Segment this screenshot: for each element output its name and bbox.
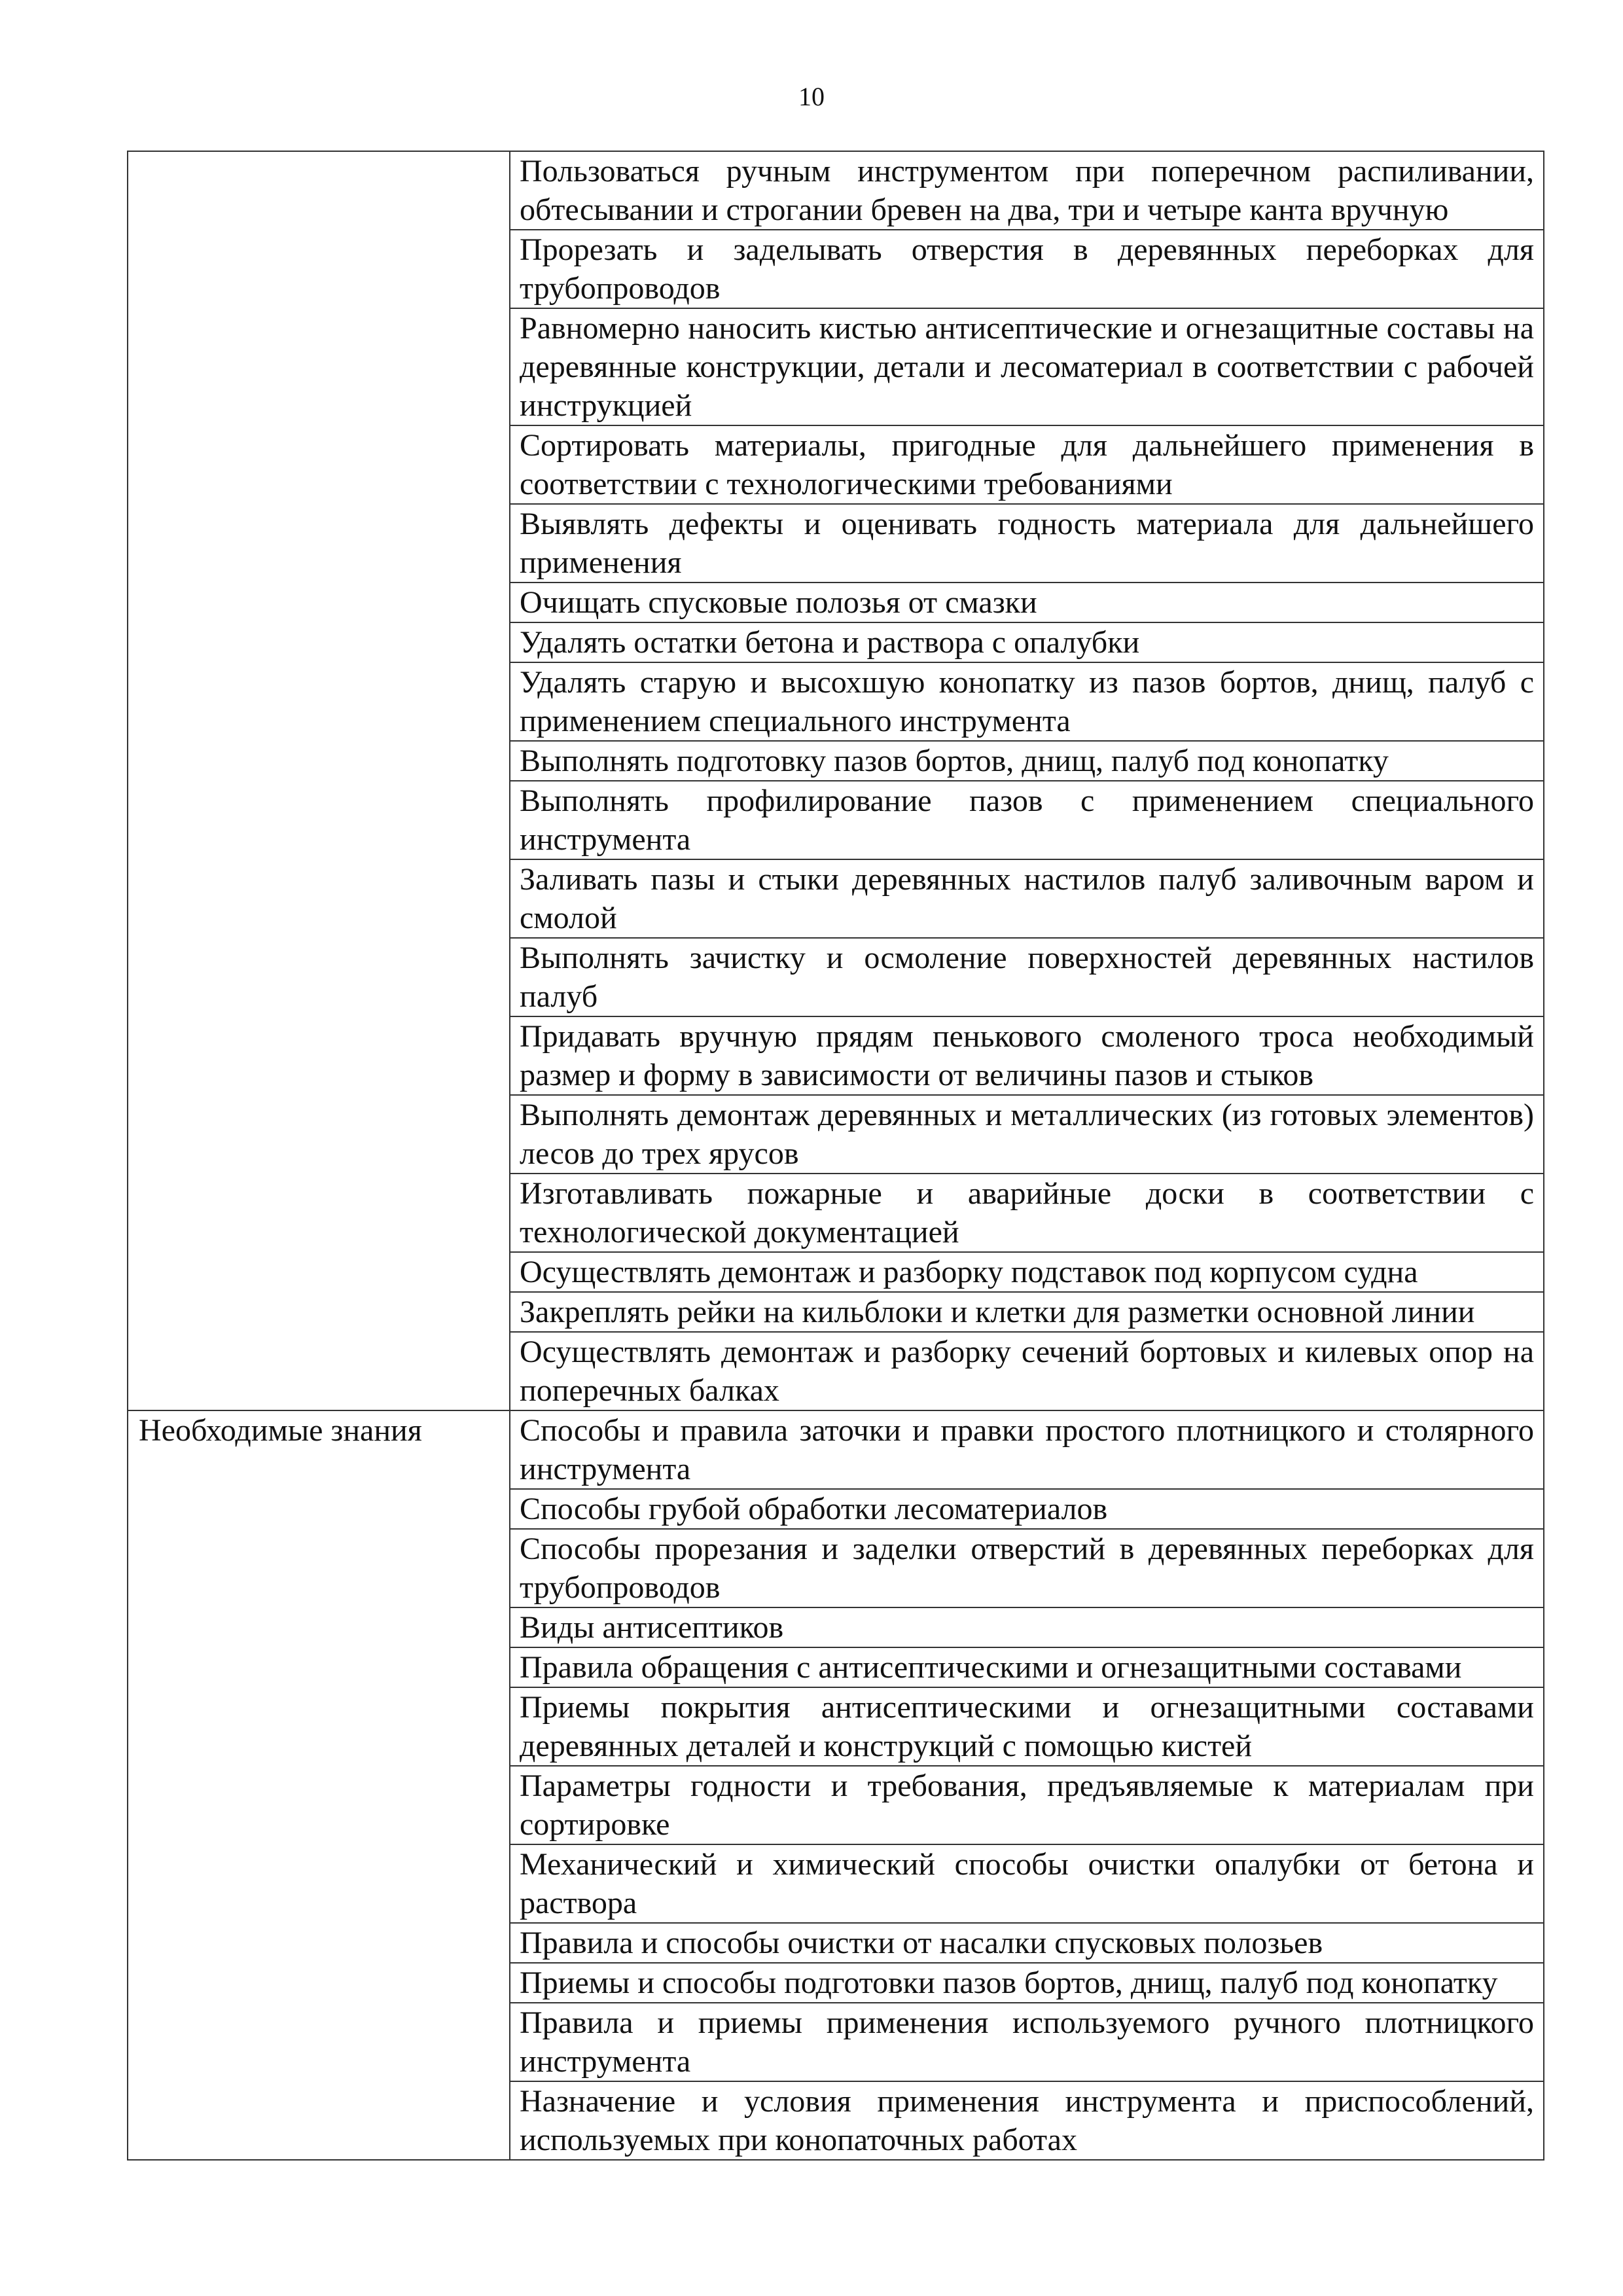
requirements-table — [127, 151, 1544, 2161]
knowledge-item: Приемы покрытия антисептическими и огнезащитными составами деревянных деталей и конструкций с помощью кистей — [510, 1687, 1544, 1766]
knowledge-item: Правила и приемы применения используемого ручного плотницкого инструмента — [510, 2003, 1544, 2081]
skills-item: Выполнять профилирование пазов с применением специального инструмента — [510, 781, 1544, 859]
skills-item: Прорезать и заделывать отверстия в деревянных переборках для трубопроводов — [510, 230, 1544, 308]
skills-item: Равномерно наносить кистью антисептические и огнезащитные составы на деревянные конструкции, детали и лесоматериал в соответствии с рабочей инструкцией — [510, 308, 1544, 425]
knowledge-item: Приемы и способы подготовки пазов бортов, днищ, палуб под конопатку — [510, 1963, 1544, 2003]
skills-section-label — [128, 151, 510, 1410]
skills-item: Заливать пазы и стыки деревянных настилов палуб заливочным варом и смолой — [510, 859, 1544, 938]
knowledge-item: Способы и правила заточки и правки простого плотницкого и столярного инструмента — [510, 1410, 1544, 1489]
knowledge-item: Правила и способы очистки от насалки спусковых полозьев — [510, 1923, 1544, 1963]
skills-item: Придавать вручную прядям пенькового смоленого троса необходимый размер и форму в зависимости от величины пазов и стыков — [510, 1016, 1544, 1095]
knowledge-item: Механический и химический способы очистки опалубки от бетона и раствора — [510, 1844, 1544, 1923]
knowledge-item: Способы прорезания и заделки отверстий в деревянных переборках для трубопроводов — [510, 1529, 1544, 1607]
knowledge-item: Назначение и условия применения инструмента и приспособлений, используемых при конопаточных работах — [510, 2081, 1544, 2160]
knowledge-row — [128, 1410, 1544, 1489]
knowledge-section-label: Необходимые знания — [128, 1410, 510, 2160]
skills-item: Сортировать материалы, пригодные для дальнейшего применения в соответствии с технологическими требованиями — [510, 425, 1544, 504]
skills-item: Пользоваться ручным инструментом при поперечном распиливании, обтесывании и строгании бревен на два, три и четыре канта вручную — [510, 151, 1544, 230]
page-number: 10 — [798, 82, 825, 111]
skills-item: Изготавливать пожарные и аварийные доски в соответствии с технологической документацией — [510, 1174, 1544, 1252]
knowledge-item: Параметры годности и требования, предъявляемые к материалам при сортировке — [510, 1766, 1544, 1844]
skills-item: Очищать спусковые полозья от смазки — [510, 583, 1544, 622]
skills-item: Удалять остатки бетона и раствора с опалубки — [510, 622, 1544, 662]
skills-item: Выполнять демонтаж деревянных и металлических (из готовых элементов) лесов до трех ярусов — [510, 1095, 1544, 1174]
skills-item: Удалять старую и высохшую конопатку из пазов бортов, днищ, палуб с применением специального инструмента — [510, 662, 1544, 741]
skills-item: Выполнять подготовку пазов бортов, днищ, палуб под конопатку — [510, 741, 1544, 781]
skills-row — [128, 151, 1544, 230]
skills-item: Осуществлять демонтаж и разборку сечений бортовых и килевых опор на поперечных балках — [510, 1332, 1544, 1410]
knowledge-item: Правила обращения с антисептическими и огнезащитными составами — [510, 1647, 1544, 1687]
knowledge-item: Виды антисептиков — [510, 1607, 1544, 1647]
skills-item: Выявлять дефекты и оценивать годность материала для дальнейшего применения — [510, 504, 1544, 583]
requirements-table-body — [128, 151, 1544, 2160]
skills-item: Выполнять зачистку и осмоление поверхностей деревянных настилов палуб — [510, 938, 1544, 1016]
skills-item: Закреплять рейки на кильблоки и клетки для разметки основной линии — [510, 1292, 1544, 1332]
skills-item: Осуществлять демонтаж и разборку подставок под корпусом судна — [510, 1252, 1544, 1292]
knowledge-item: Способы грубой обработки лесоматериалов — [510, 1489, 1544, 1529]
